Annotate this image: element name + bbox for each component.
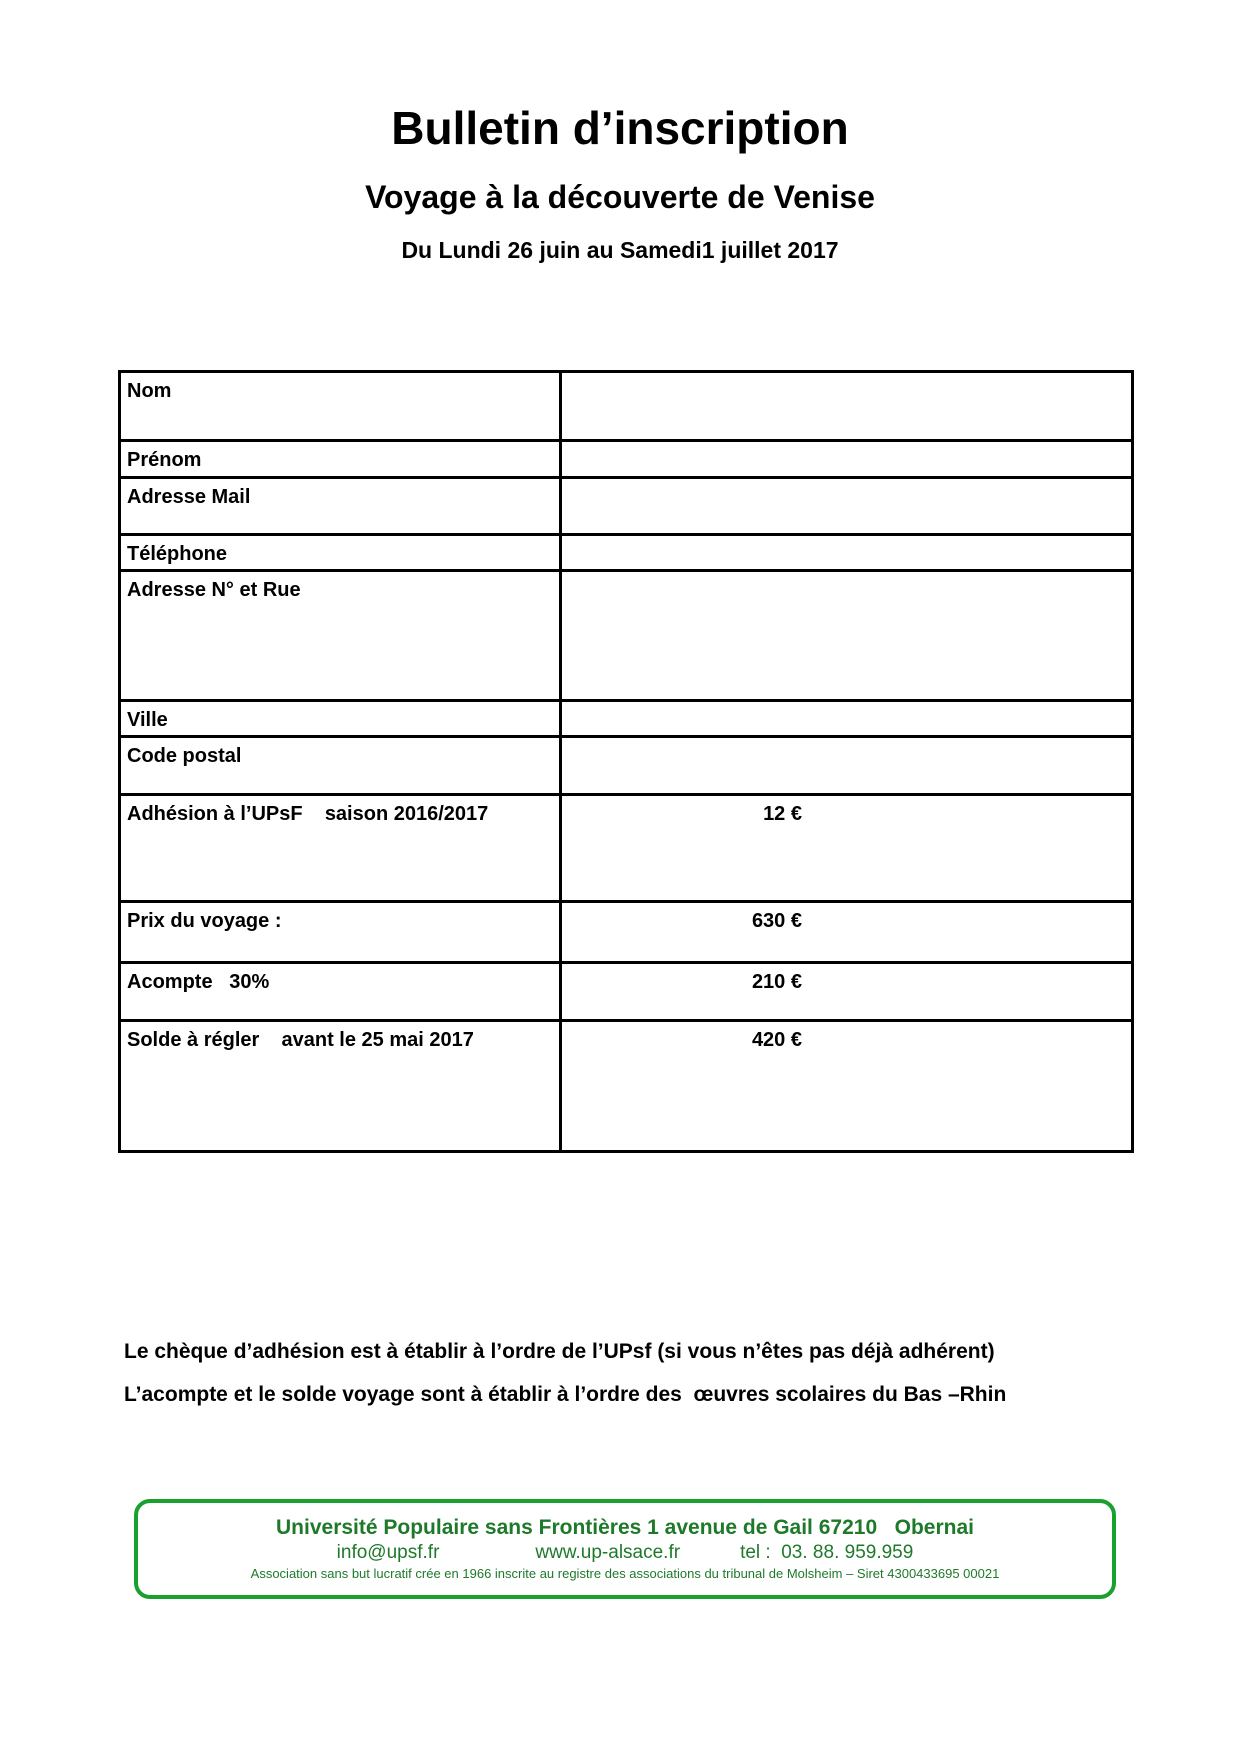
form-row-ville <box>120 701 1133 737</box>
field-code-postal[interactable] <box>561 737 1133 795</box>
field-adhesion <box>561 795 1133 902</box>
form-row-acompte <box>120 963 1133 1021</box>
footer-organization: Université Populaire sans Frontières 1 avenue de Gail 67210 Obernai <box>276 1516 974 1539</box>
field-prix-voyage <box>561 902 1133 963</box>
footer-contacts <box>138 1541 1112 1565</box>
field-prenom[interactable] <box>561 441 1133 478</box>
document-title: Bulletin d’inscription <box>391 102 849 154</box>
amount-adhesion: 12 € <box>763 803 802 825</box>
label-prenom: Prénom <box>120 441 561 478</box>
form-row-adhesion <box>120 795 1133 902</box>
label-address: Adresse N° et Rue <box>120 571 561 701</box>
field-solde <box>561 1021 1133 1152</box>
label-code-postal: Code postal <box>120 737 561 795</box>
label-telephone: Téléphone <box>120 535 561 571</box>
note-adhesion-cheque: Le chèque d’adhésion est à établir à l’ordre de l’UPsf (si vous n’êtes pas déjà adhérent) <box>124 1340 995 1363</box>
field-acompte <box>561 963 1133 1021</box>
label-email: Adresse Mail <box>120 478 561 535</box>
footer-email[interactable]: info@upsf.fr <box>336 1542 440 1563</box>
field-nom[interactable] <box>561 372 1133 441</box>
footer-contact-box <box>134 1499 1116 1599</box>
footer-website[interactable]: www.up-alsace.fr <box>535 1542 681 1563</box>
form-row-telephone <box>120 535 1133 571</box>
trip-dates: Du Lundi 26 juin au Samedi1 juillet 2017 <box>401 237 839 263</box>
label-acompte: Acompte 30% <box>120 963 561 1021</box>
label-ville: Ville <box>120 701 561 737</box>
trip-subtitle: Voyage à la découverte de Venise <box>365 179 875 215</box>
label-prix-voyage: Prix du voyage : <box>120 902 561 963</box>
footer-legal: Association sans but lucratif crée en 1966 inscrite au registre des associations du tribunal de Molsheim – Siret 4300433695 00021 <box>250 1566 1000 1581</box>
registration-form-table <box>118 370 1134 1153</box>
form-row-solde <box>120 1021 1133 1152</box>
payment-notes <box>124 1330 1124 1416</box>
form-row-code-postal <box>120 737 1133 795</box>
note-acompte-solde: L’acompte et le solde voyage sont à établir à l’ordre des œuvres scolaires du Bas –Rhin <box>124 1383 1007 1406</box>
amount-acompte: 210 € <box>751 971 802 993</box>
form-row-nom <box>120 372 1133 441</box>
field-telephone[interactable] <box>561 535 1133 571</box>
field-email[interactable] <box>561 478 1133 535</box>
footer-phone: tel : 03. 88. 959.959 <box>740 1542 914 1563</box>
form-row-prenom <box>120 441 1133 478</box>
label-adhesion: Adhésion à l’UPsF saison 2016/2017 <box>120 795 561 902</box>
form-row-address <box>120 571 1133 701</box>
field-ville[interactable] <box>561 701 1133 737</box>
form-row-prix-voyage <box>120 902 1133 963</box>
field-address[interactable] <box>561 571 1133 701</box>
label-solde: Solde à régler avant le 25 mai 2017 <box>120 1021 561 1152</box>
amount-prix-voyage: 630 € <box>751 910 802 932</box>
amount-solde: 420 € <box>751 1029 802 1051</box>
form-row-email <box>120 478 1133 535</box>
label-nom: Nom <box>120 372 561 441</box>
